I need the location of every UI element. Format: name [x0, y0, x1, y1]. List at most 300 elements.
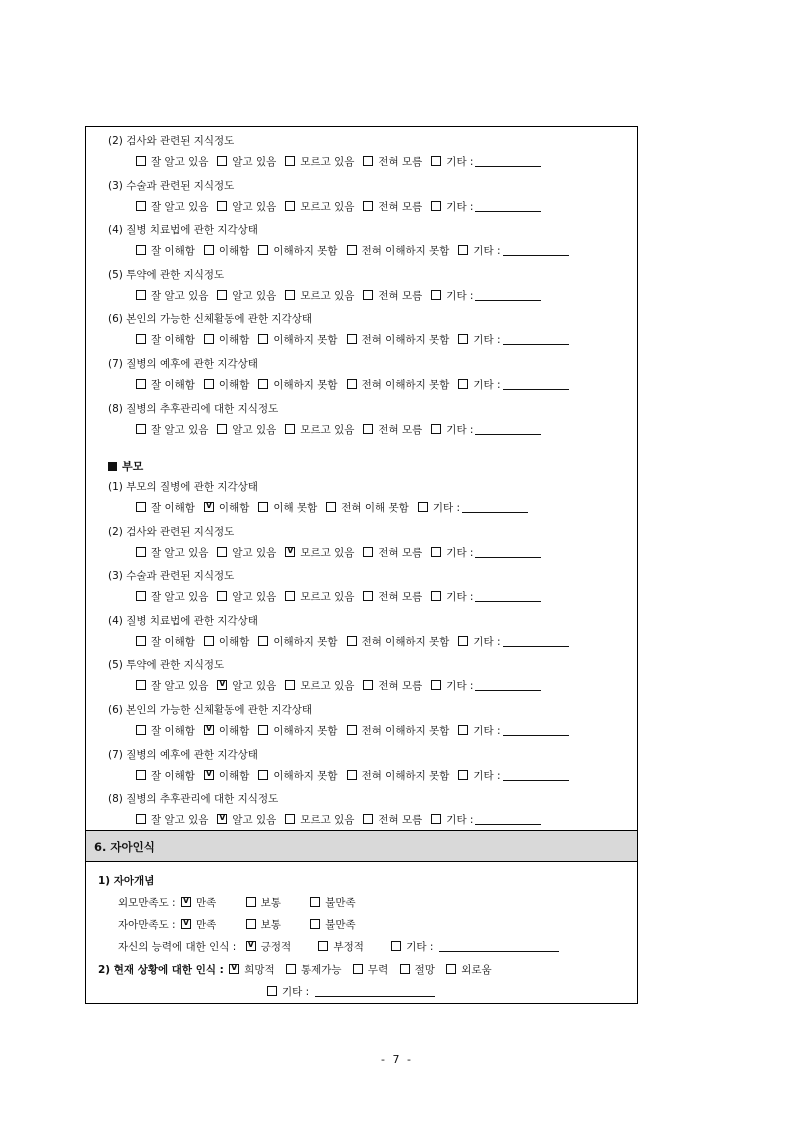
other-input[interactable]	[475, 200, 541, 212]
patient-question-4: (5) 투약에 관한 지식정도	[108, 268, 225, 281]
parent-options-row-8	[136, 812, 550, 827]
option-label: 잘 알고 있음	[151, 423, 209, 436]
checkbox[interactable]	[217, 290, 227, 300]
option-label: 잘 알고 있음	[151, 546, 209, 559]
option[interactable]	[431, 199, 541, 214]
checkbox[interactable]	[258, 334, 268, 344]
other-input[interactable]	[475, 813, 541, 825]
option[interactable]	[136, 634, 195, 649]
option[interactable]	[258, 723, 337, 738]
option-label: 기타 :	[473, 769, 501, 782]
option-label: 모르고 있음	[300, 680, 355, 693]
option-label: 이해하지 못함	[273, 769, 338, 782]
option-label: 모르고 있음	[300, 156, 355, 168]
checkbox[interactable]	[136, 547, 146, 557]
checkbox[interactable]	[285, 680, 295, 690]
patient-options-row-2	[136, 199, 550, 214]
option[interactable]	[258, 332, 337, 347]
checkbox[interactable]	[458, 334, 468, 344]
option[interactable]	[217, 589, 276, 604]
checkbox[interactable]	[204, 725, 214, 735]
option[interactable]	[347, 332, 450, 347]
parent-options-row-5	[136, 678, 550, 693]
option[interactable]	[326, 500, 409, 515]
checkbox[interactable]	[217, 680, 227, 690]
patient-question-3: (4) 질병 치료법에 관한 지각상태	[108, 224, 258, 237]
option[interactable]	[258, 634, 337, 649]
option[interactable]	[136, 243, 195, 258]
other-input[interactable]	[475, 590, 541, 602]
parent-options-row-2	[136, 545, 550, 560]
checkbox[interactable]	[136, 156, 146, 166]
checkbox[interactable]	[431, 290, 441, 300]
option-label: 잘 이해함	[151, 379, 195, 391]
checkbox[interactable]	[285, 424, 295, 434]
checkbox[interactable]	[136, 680, 146, 690]
other-input[interactable]	[462, 501, 528, 513]
option[interactable]	[136, 199, 208, 214]
option[interactable]	[458, 243, 568, 258]
option-label: 전혀 이해하지 못함	[361, 769, 450, 782]
self-normal-checkbox[interactable]	[246, 919, 256, 929]
option-label: 기타 :	[446, 289, 474, 302]
checkbox[interactable]	[258, 636, 268, 646]
option[interactable]	[217, 422, 276, 437]
option[interactable]	[217, 812, 276, 827]
self-awareness-title: 6. 자아인식	[94, 840, 155, 854]
checkbox[interactable]	[418, 502, 428, 512]
checkbox[interactable]	[136, 591, 146, 601]
other-input[interactable]	[475, 155, 541, 167]
option[interactable]	[458, 634, 568, 649]
option-label: 이해하지 못함	[273, 334, 338, 347]
option-label: 기타 :	[473, 725, 501, 737]
option-label: 기타 :	[446, 156, 474, 168]
option[interactable]	[204, 500, 249, 515]
self-satisfaction-row: 자아만족도 : V 만족 보통 불만족	[118, 917, 356, 932]
option-label: 잘 이해함	[151, 502, 195, 514]
checkbox[interactable]	[285, 290, 295, 300]
option[interactable]	[285, 154, 354, 169]
checkbox[interactable]	[136, 290, 146, 300]
option[interactable]	[204, 332, 249, 347]
parent-question-8: (8) 질병의 추후관리에 대한 지식정도	[108, 793, 279, 806]
checkbox[interactable]	[217, 424, 227, 434]
option-label: 이해하지 못함	[273, 245, 338, 258]
patient-options-row-3	[136, 243, 578, 258]
checkbox[interactable]	[217, 156, 227, 166]
option-label: 기타 :	[446, 423, 474, 436]
checkbox[interactable]	[258, 245, 268, 255]
ability-other-input[interactable]	[439, 940, 559, 952]
checkbox[interactable]	[204, 245, 214, 255]
option-label: 이해하지 못함	[273, 379, 338, 391]
situation-controllable-checkbox[interactable]	[286, 964, 296, 974]
checkbox[interactable]	[363, 290, 373, 300]
checkbox[interactable]	[204, 770, 214, 780]
parent-question-3: (3) 수술과 관련된 지식정도	[108, 570, 235, 583]
assessment-form-box	[85, 126, 638, 1004]
option[interactable]	[258, 768, 337, 783]
checkbox[interactable]	[458, 636, 468, 646]
patient-question-1: (2) 검사와 관련된 지식정도	[108, 135, 235, 147]
appearance-satisfaction-row: 외모만족도 : V 만족 보통 불만족	[118, 895, 356, 910]
option-label: 잘 이해함	[151, 635, 195, 648]
option[interactable]	[418, 500, 528, 515]
option-label: 잘 알고 있음	[151, 814, 209, 827]
situation-despair-checkbox[interactable]	[400, 964, 410, 974]
option-label: 기타 :	[446, 680, 474, 693]
option-label: 기타 :	[446, 546, 474, 559]
patient-question-7: (8) 질병의 추후관리에 대한 지식정도	[108, 402, 279, 415]
option[interactable]	[431, 545, 541, 560]
option-label: 이해함	[218, 769, 250, 782]
option[interactable]	[285, 678, 354, 693]
option[interactable]	[258, 243, 337, 258]
appearance-normal-checkbox[interactable]	[246, 897, 256, 907]
patient-options-row-1	[136, 154, 550, 169]
checkbox[interactable]	[326, 502, 336, 512]
checkbox[interactable]	[431, 814, 441, 824]
ability-negative-checkbox[interactable]	[318, 941, 328, 951]
option-label: 알고 있음	[232, 546, 277, 559]
parent-question-1: (1) 부모의 질병에 관한 지각상태	[108, 481, 258, 493]
option-label: 전혀 이해하지 못함	[361, 725, 450, 737]
option-label: 전혀 모름	[378, 200, 423, 213]
situation-other-checkbox[interactable]	[267, 986, 277, 996]
patient-question-6: (7) 질병의 예후에 관한 지각상태	[108, 358, 258, 370]
checkbox[interactable]	[285, 591, 295, 601]
option[interactable]	[136, 377, 195, 392]
option-label: 이해 못함	[273, 502, 318, 514]
checkbox[interactable]	[347, 379, 357, 389]
checkbox[interactable]	[285, 156, 295, 166]
checkbox[interactable]	[347, 770, 357, 780]
option[interactable]	[363, 545, 422, 560]
situation-other-input[interactable]	[315, 985, 435, 997]
option-label: 전혀 이해 못함	[341, 502, 409, 514]
option[interactable]	[136, 589, 208, 604]
option[interactable]	[204, 723, 249, 738]
option[interactable]	[363, 589, 422, 604]
checkbox[interactable]	[136, 502, 146, 512]
patient-question-2: (3) 수술과 관련된 지식정도	[108, 179, 235, 192]
situation-perception-row: 2) 현재 상황에 대한 인식 : V 희망적 통제가능 무력 절망 외로움	[98, 962, 492, 977]
other-input[interactable]	[503, 244, 569, 256]
checkbox[interactable]	[204, 334, 214, 344]
option-label: 이해하지 못함	[273, 725, 338, 737]
checkbox[interactable]	[136, 424, 146, 434]
option-label: 모르고 있음	[300, 591, 355, 604]
option-label: 잘 알고 있음	[151, 200, 209, 213]
option-label: 알고 있음	[232, 156, 277, 168]
checkbox[interactable]	[347, 636, 357, 646]
checkbox[interactable]	[136, 770, 146, 780]
option[interactable]	[458, 768, 568, 783]
option[interactable]	[458, 723, 568, 738]
checkbox[interactable]	[431, 424, 441, 434]
parent-options-row-7	[136, 768, 578, 783]
checkbox[interactable]	[431, 156, 441, 166]
other-input[interactable]	[503, 635, 569, 647]
option[interactable]	[285, 422, 354, 437]
parent-question-4: (4) 질병 치료법에 관한 지각상태	[108, 614, 258, 627]
option[interactable]	[431, 154, 541, 169]
option[interactable]	[363, 422, 422, 437]
ability-perception-row: 자신의 능력에 대한 인식 : V 긍정적 부정적 기타 :	[118, 939, 559, 954]
option-label: 잘 이해함	[151, 725, 195, 737]
option-label: 기타 :	[473, 334, 501, 347]
other-input[interactable]	[475, 546, 541, 558]
option-label: 모르고 있음	[300, 289, 355, 302]
option[interactable]	[136, 768, 195, 783]
checkbox[interactable]	[431, 591, 441, 601]
option[interactable]	[363, 678, 422, 693]
checkbox[interactable]	[431, 201, 441, 211]
self-dissatisfied-checkbox[interactable]	[310, 919, 320, 929]
option[interactable]	[217, 545, 276, 560]
option[interactable]	[136, 288, 208, 303]
checkbox[interactable]	[217, 201, 227, 211]
option[interactable]	[363, 812, 422, 827]
option-label: 전혀 모름	[378, 814, 423, 827]
checkbox[interactable]	[363, 680, 373, 690]
patient-options-row-6	[136, 377, 578, 392]
option-label: 기타 :	[446, 200, 474, 213]
parent-options-row-1	[136, 500, 537, 515]
option-label: 이해하지 못함	[273, 635, 338, 648]
situation-hopeful-checkbox[interactable]	[229, 964, 239, 974]
other-input[interactable]	[503, 378, 569, 390]
option[interactable]	[431, 812, 541, 827]
checkbox[interactable]	[458, 245, 468, 255]
page-number: - 7 -	[381, 1053, 413, 1066]
checkbox[interactable]	[258, 502, 268, 512]
option-label: 이해함	[218, 635, 250, 648]
option-label: 모르고 있음	[300, 423, 355, 436]
option[interactable]	[363, 154, 422, 169]
option-label: 잘 이해함	[151, 334, 195, 347]
option-label: 전혀 이해하지 못함	[361, 334, 450, 347]
option[interactable]	[136, 332, 195, 347]
option[interactable]	[258, 377, 337, 392]
checkbox[interactable]	[458, 379, 468, 389]
option-label: 모르고 있음	[300, 546, 355, 559]
ability-positive-checkbox[interactable]	[246, 941, 256, 951]
checkbox[interactable]	[136, 636, 146, 646]
option-label: 기타 :	[446, 814, 474, 827]
option[interactable]	[363, 288, 422, 303]
patient-question-5: (6) 본인의 가능한 신체활동에 관한 지각상태	[108, 313, 312, 326]
parent-question-7: (7) 질병의 예후에 관한 지각상태	[108, 748, 258, 761]
option[interactable]	[204, 768, 249, 783]
other-input[interactable]	[475, 679, 541, 691]
option-label: 잘 알고 있음	[151, 156, 209, 168]
appearance-satisfied-checkbox[interactable]	[181, 897, 191, 907]
checkbox[interactable]	[285, 547, 295, 557]
option-label: 알고 있음	[232, 591, 277, 604]
option-label: 전혀 모름	[378, 546, 423, 559]
option-label: 전혀 이해하지 못함	[361, 635, 450, 648]
option[interactable]	[431, 589, 541, 604]
option[interactable]	[285, 288, 354, 303]
parent-question-2: (2) 검사와 관련된 지식정도	[108, 525, 235, 538]
other-input[interactable]	[503, 333, 569, 345]
option-label: 전혀 모름	[378, 156, 423, 168]
ability-other-checkbox[interactable]	[391, 941, 401, 951]
checkbox[interactable]	[431, 547, 441, 557]
option[interactable]	[136, 812, 208, 827]
parent-section-title: 부모	[108, 458, 143, 474]
other-input[interactable]	[475, 423, 541, 435]
option[interactable]	[136, 422, 208, 437]
option-label: 이해함	[218, 379, 250, 391]
other-input[interactable]	[475, 289, 541, 301]
self-satisfaction-label: 자아만족도 :	[118, 919, 176, 931]
checkbox[interactable]	[136, 379, 146, 389]
option[interactable]	[285, 545, 354, 560]
option-label: 전혀 모름	[378, 289, 423, 302]
option-label: 잘 이해함	[151, 245, 195, 258]
option[interactable]	[285, 589, 354, 604]
option-label: 모르고 있음	[300, 814, 355, 827]
option-label: 이해함	[218, 245, 250, 258]
checkbox[interactable]	[363, 814, 373, 824]
option[interactable]	[136, 678, 208, 693]
option-label: 전혀 이해하지 못함	[361, 379, 450, 391]
checkbox[interactable]	[136, 334, 146, 344]
option-label: 전혀 모름	[378, 591, 423, 604]
checkbox[interactable]	[458, 725, 468, 735]
checkbox[interactable]	[217, 814, 227, 824]
appearance-dissatisfied-checkbox[interactable]	[310, 897, 320, 907]
option[interactable]	[136, 154, 208, 169]
other-input[interactable]	[503, 769, 569, 781]
option-label: 알고 있음	[232, 423, 277, 436]
checkbox[interactable]	[363, 591, 373, 601]
option[interactable]	[204, 243, 249, 258]
appearance-label: 외모만족도 :	[118, 897, 176, 909]
checkbox[interactable]	[217, 547, 227, 557]
option-label: 기타 :	[473, 245, 501, 258]
checkbox[interactable]	[258, 770, 268, 780]
checkbox[interactable]	[136, 814, 146, 824]
checkbox[interactable]	[204, 379, 214, 389]
checkbox[interactable]	[285, 201, 295, 211]
option-label: 이해함	[218, 725, 250, 737]
option[interactable]	[431, 678, 541, 693]
checkbox[interactable]	[363, 424, 373, 434]
option[interactable]	[217, 199, 276, 214]
option-label: 잘 알고 있음	[151, 680, 209, 693]
option-label: 알고 있음	[232, 814, 277, 827]
option[interactable]	[431, 422, 541, 437]
situation-other-row: 기타 :	[267, 984, 435, 999]
situation-helpless-checkbox[interactable]	[353, 964, 363, 974]
option[interactable]	[458, 377, 568, 392]
option-label: 이해함	[218, 502, 250, 514]
checkbox[interactable]	[204, 636, 214, 646]
checkbox[interactable]	[363, 156, 373, 166]
option-label: 잘 알고 있음	[151, 289, 209, 302]
checkbox[interactable]	[136, 725, 146, 735]
situation-perception-title: 2) 현재 상황에 대한 인식 :	[98, 964, 224, 976]
parent-question-6: (6) 본인의 가능한 신체활동에 관한 지각상태	[108, 704, 312, 716]
other-input[interactable]	[503, 724, 569, 736]
option-label: 알고 있음	[232, 680, 277, 693]
option[interactable]	[347, 634, 450, 649]
option-label: 전혀 모름	[378, 680, 423, 693]
option[interactable]	[347, 723, 450, 738]
option[interactable]	[458, 332, 568, 347]
option[interactable]	[136, 723, 195, 738]
patient-options-row-7	[136, 422, 550, 437]
option[interactable]	[258, 500, 317, 515]
option-label: 모르고 있음	[300, 200, 355, 213]
option-label: 전혀 이해하지 못함	[361, 245, 450, 258]
option-label: 기타 :	[446, 591, 474, 604]
option[interactable]	[217, 288, 276, 303]
checkbox[interactable]	[347, 725, 357, 735]
checkbox[interactable]	[204, 502, 214, 512]
option[interactable]	[285, 812, 354, 827]
checkbox[interactable]	[258, 725, 268, 735]
checkbox[interactable]	[136, 201, 146, 211]
option-label: 잘 이해함	[151, 769, 195, 782]
ability-label: 자신의 능력에 대한 인식 :	[118, 941, 237, 953]
option[interactable]	[136, 545, 208, 560]
option[interactable]	[363, 199, 422, 214]
self-concept-title: 1) 자아개념	[98, 875, 155, 887]
checkbox[interactable]	[285, 814, 295, 824]
option[interactable]	[431, 288, 541, 303]
parent-options-row-6	[136, 723, 578, 738]
checkbox[interactable]	[458, 770, 468, 780]
parent-options-row-4	[136, 634, 578, 649]
checkbox[interactable]	[431, 680, 441, 690]
option[interactable]	[204, 377, 249, 392]
square-bullet-icon	[108, 462, 117, 471]
option-label: 잘 알고 있음	[151, 591, 209, 604]
option[interactable]	[347, 243, 450, 258]
checkbox[interactable]	[347, 245, 357, 255]
situation-lonely-checkbox[interactable]	[446, 964, 456, 974]
parent-question-5: (5) 투약에 관한 지식정도	[108, 659, 225, 672]
checkbox[interactable]	[363, 201, 373, 211]
option[interactable]	[347, 377, 450, 392]
parent-options-row-3	[136, 589, 550, 604]
option[interactable]	[204, 634, 249, 649]
option[interactable]	[285, 199, 354, 214]
option-label: 알고 있음	[232, 200, 277, 213]
checkbox[interactable]	[347, 334, 357, 344]
option[interactable]	[347, 768, 450, 783]
checkbox[interactable]	[363, 547, 373, 557]
option-label: 기타 :	[473, 379, 501, 391]
option-label: 기타 :	[473, 635, 501, 648]
checkbox[interactable]	[136, 245, 146, 255]
checkbox[interactable]	[258, 379, 268, 389]
option[interactable]	[136, 500, 195, 515]
patient-options-row-4	[136, 288, 550, 303]
checkbox[interactable]	[217, 591, 227, 601]
patient-options-row-5	[136, 332, 578, 347]
self-satisfied-checkbox[interactable]	[181, 919, 191, 929]
option[interactable]	[217, 154, 276, 169]
option[interactable]	[217, 678, 276, 693]
option-label: 기타 :	[432, 502, 460, 514]
option-label: 전혀 모름	[378, 423, 423, 436]
